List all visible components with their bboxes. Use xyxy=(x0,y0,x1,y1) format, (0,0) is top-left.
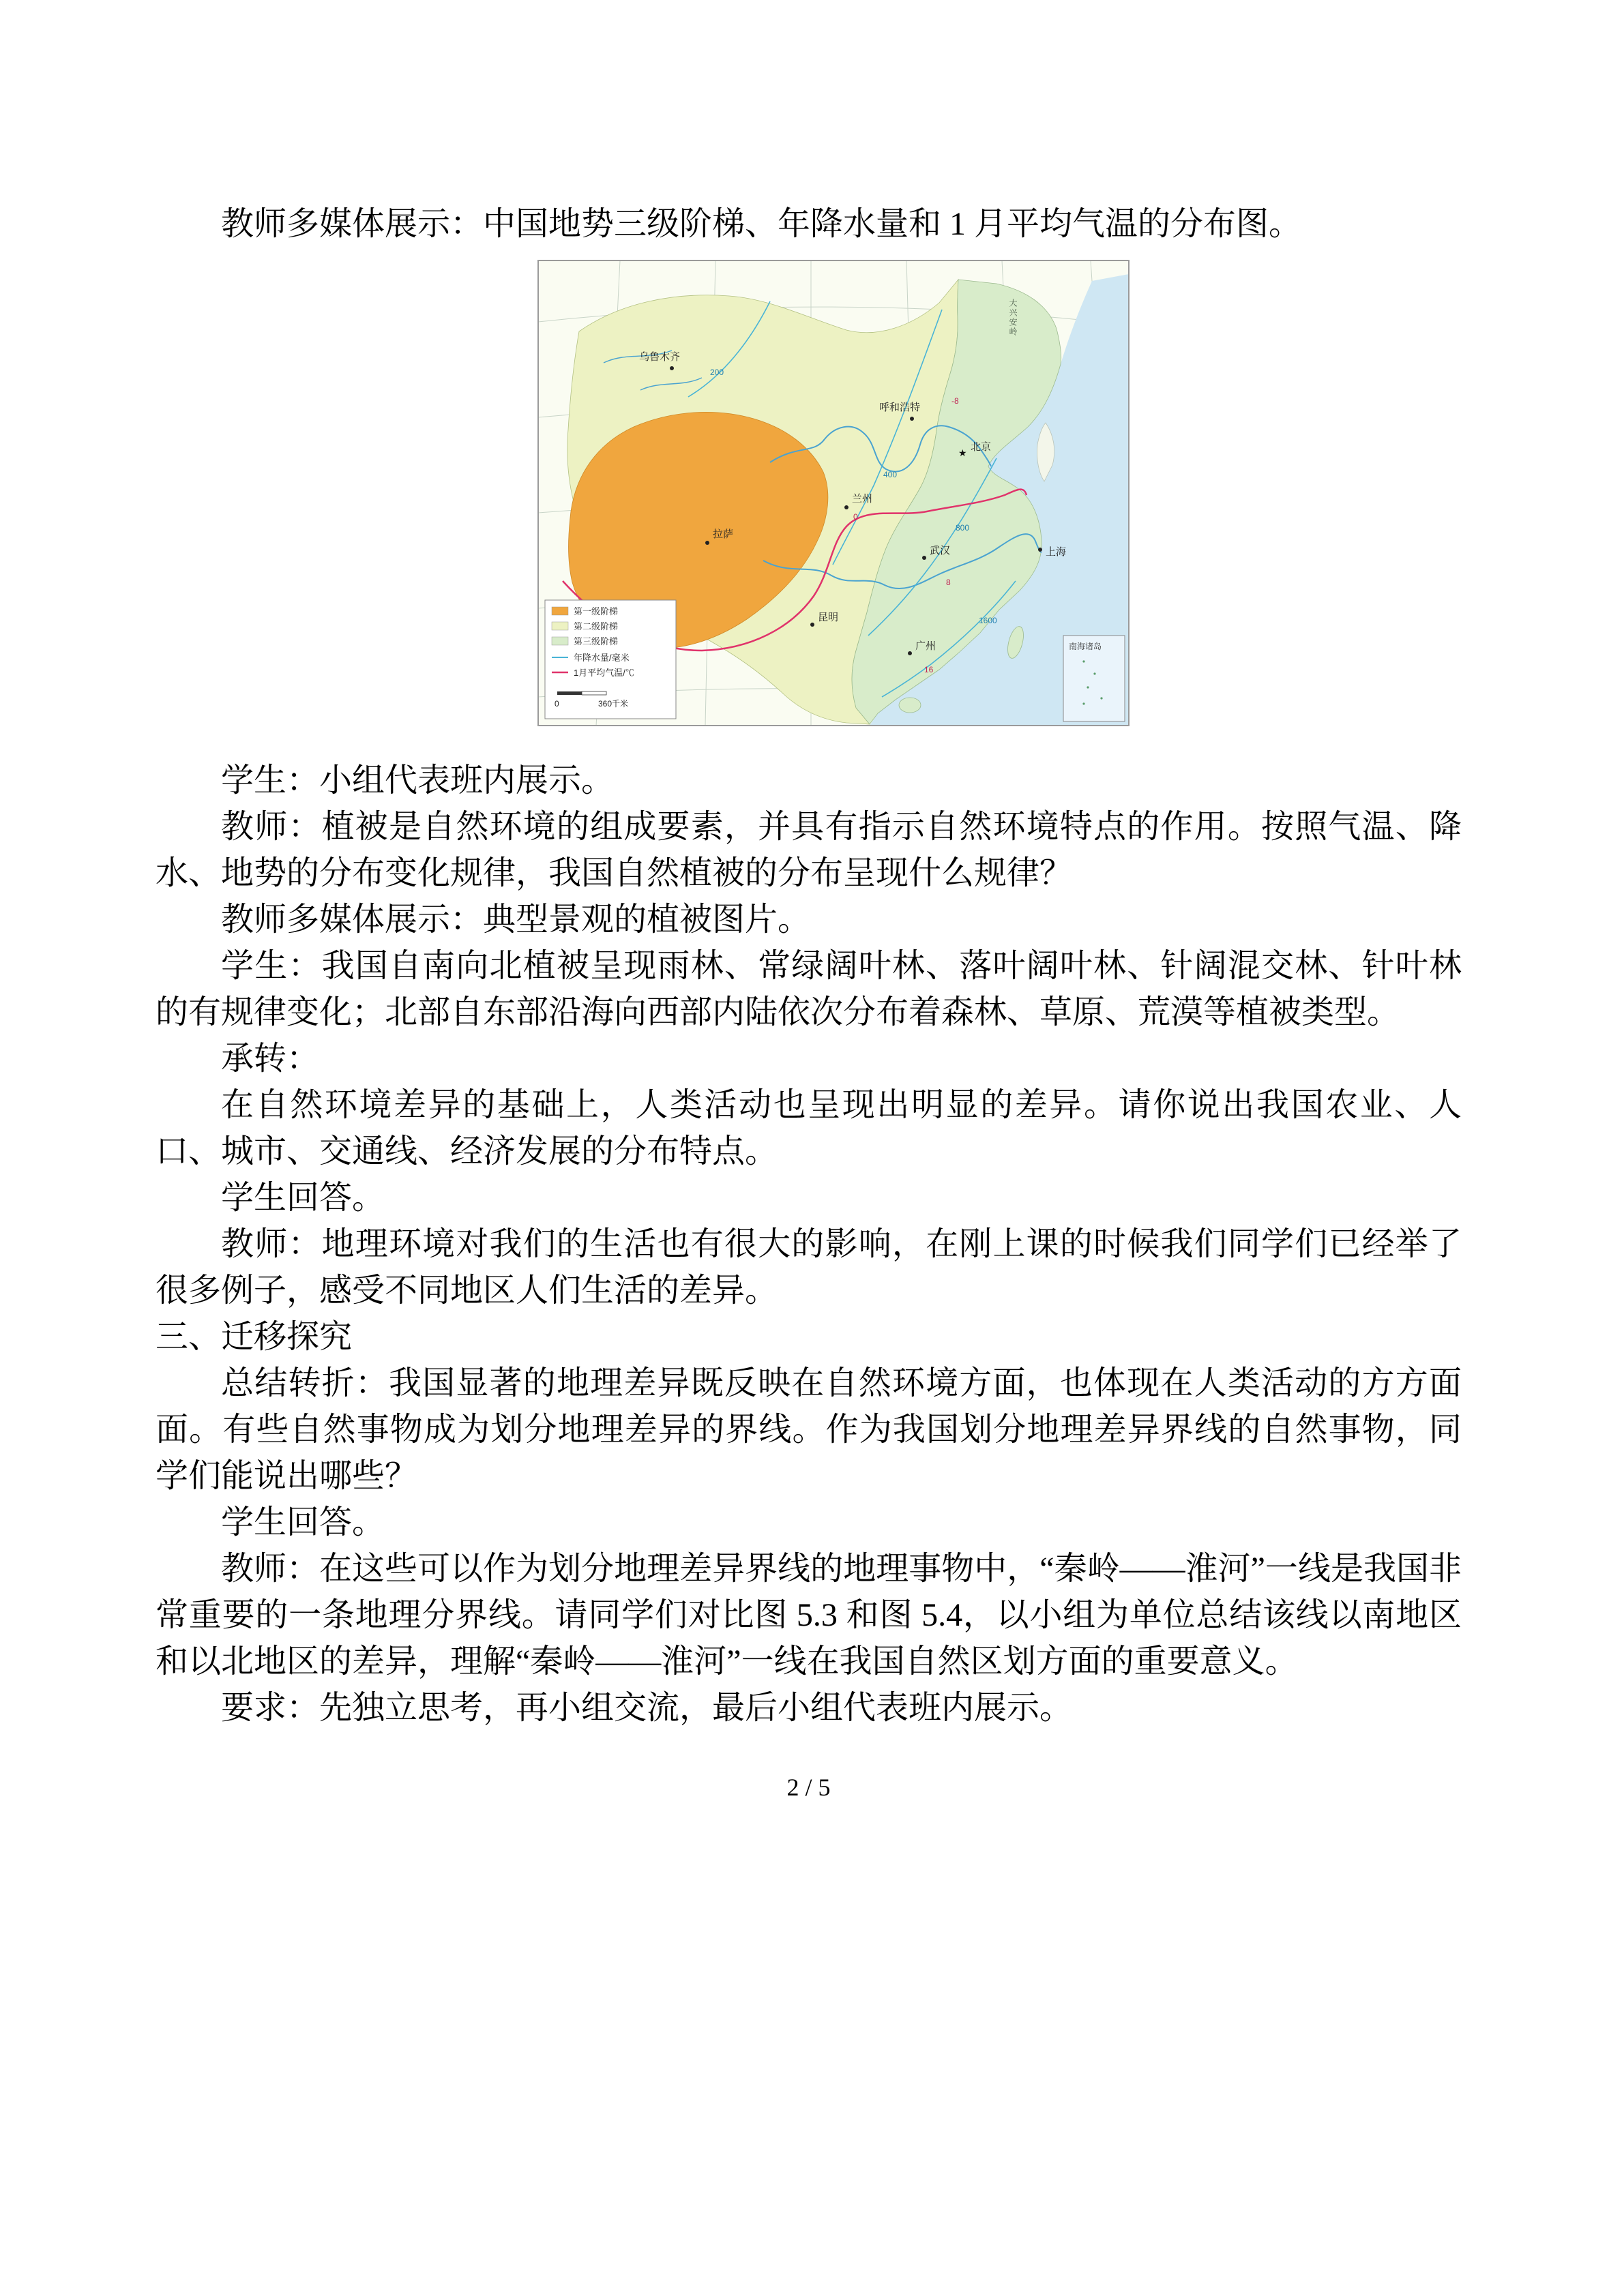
legend-label: 年降水量/毫米 xyxy=(574,653,630,663)
city-dot xyxy=(908,651,912,655)
south-china-sea-inset xyxy=(1063,636,1125,721)
paragraph: 学生：小组代表班内展示。 xyxy=(221,762,615,799)
scale-distance: 360千米 xyxy=(598,699,629,709)
paragraph: 教师多媒体展示：中国地势三级阶梯、年降水量和 1 月平均气温的分布图。 xyxy=(221,206,1302,242)
isotherm-value: -8 xyxy=(951,396,959,406)
paragraph: 教师：在这些可以作为划分地理差异界线的地理事物中，“秦岭——淮河”一线是我国非常重要的一条地理分界线。请同学们对比图 5.3 和图 5.4，以小组为单位总结该线以南地区和以北地区的差异，理解“秦岭——淮河”一线在我国自然区划方面的重要意义。 xyxy=(156,1551,1462,1680)
paragraph: 承转： xyxy=(221,1041,320,1077)
city-dot xyxy=(1038,548,1042,552)
city-label: 兰州 xyxy=(852,493,873,505)
scale-bar-dark xyxy=(557,691,582,695)
legend-label: 第一级阶梯 xyxy=(574,606,619,616)
paragraph: 教师：地理环境对我们的生活也有很大的影响，在刚上课的时候我们同学们已经举了很多例子，感受不同地区人们生活的差异。 xyxy=(156,1226,1462,1309)
city-dot xyxy=(844,505,848,509)
hainan-island xyxy=(899,698,921,713)
island-dot xyxy=(1093,672,1095,674)
legend-swatch-tier3 xyxy=(552,637,568,645)
isohyet-value: 400 xyxy=(883,470,898,479)
isohyet-value: 200 xyxy=(710,368,724,377)
legend-swatch-tier1 xyxy=(552,607,568,615)
inset-label: 南海诸岛 xyxy=(1069,642,1102,651)
isotherm-value: 8 xyxy=(946,578,951,587)
isotherm-value: 0 xyxy=(853,512,858,522)
city-dot xyxy=(910,417,914,421)
paragraph: 教师多媒体展示：典型景观的植被图片。 xyxy=(221,901,811,938)
city-label: 乌鲁木齐 xyxy=(639,351,681,363)
city-label: 广州 xyxy=(915,640,936,652)
scale-bar-light xyxy=(582,691,606,695)
isotherm-value: 16 xyxy=(924,665,934,674)
paragraph: 总结转折：我国显著的地理差异既反映在自然环境方面，也体现在人类活动的方方面面。有些自然事物成为划分地理差异的界线。作为我国划分地理差异界线的自然事物，同学们能说出哪些？ xyxy=(156,1365,1462,1494)
city-label: 武汉 xyxy=(930,545,951,556)
paragraph: 在自然环境差异的基础上，人类活动也呈现出明显的差异。请你说出我国农业、人口、城市、交通线、经济发展的分布特点。 xyxy=(156,1087,1462,1169)
legend-label: 第三级阶梯 xyxy=(574,636,619,646)
isohyet-value: 800 xyxy=(956,523,970,533)
mountain-range-label: 大兴安岭 xyxy=(1008,299,1018,337)
island-dot xyxy=(1082,702,1084,704)
paragraph: 学生回答。 xyxy=(221,1180,385,1216)
city-dot xyxy=(810,623,814,627)
city-label: 北京 xyxy=(971,441,992,453)
section-heading: 三、迁移探究 xyxy=(156,1319,353,1355)
city-label: 拉萨 xyxy=(713,528,734,540)
scale-zero: 0 xyxy=(555,699,559,709)
paragraph: 要求：先独立思考，再小组交流，最后小组代表班内展示。 xyxy=(221,1690,1073,1726)
paragraph: 学生回答。 xyxy=(221,1504,385,1540)
map-legend xyxy=(545,600,676,719)
beijing-star-icon: ★ xyxy=(958,447,967,458)
page-number: 2 / 5 xyxy=(786,1774,831,1801)
isohyet-value: 1600 xyxy=(979,616,997,625)
island-dot xyxy=(1087,686,1089,688)
paragraph: 教师：植被是自然环境的组成要素，并具有指示自然环境特点的作用。按照气温、降水、地势的分布变化规律，我国自然植被的分布呈现什么规律？ xyxy=(156,809,1462,891)
legend-label: 1月平均气温/℃ xyxy=(574,668,634,678)
city-label: 上海 xyxy=(1046,546,1067,558)
legend-label: 第二级阶梯 xyxy=(574,621,619,631)
city-dot xyxy=(705,541,709,545)
island-dot xyxy=(1100,697,1102,699)
city-label: 昆明 xyxy=(818,612,839,623)
island-dot xyxy=(1082,660,1084,662)
document-page xyxy=(156,201,1462,1802)
city-label: 呼和浩特 xyxy=(879,402,921,413)
china-map-figure xyxy=(537,260,1130,726)
city-dot xyxy=(922,556,926,560)
paragraph: 学生：我国自南向北植被呈现雨林、常绿阔叶林、落叶阔叶林、针阔混交林、针叶林的有规律变化；北部自东部沿海向西部内陆依次分布着森林、草原、荒漠等植被类型。 xyxy=(156,948,1462,1030)
city-dot xyxy=(670,366,674,370)
legend-swatch-tier2 xyxy=(552,622,568,630)
china-terrain-precip-temp-map xyxy=(537,260,1130,726)
